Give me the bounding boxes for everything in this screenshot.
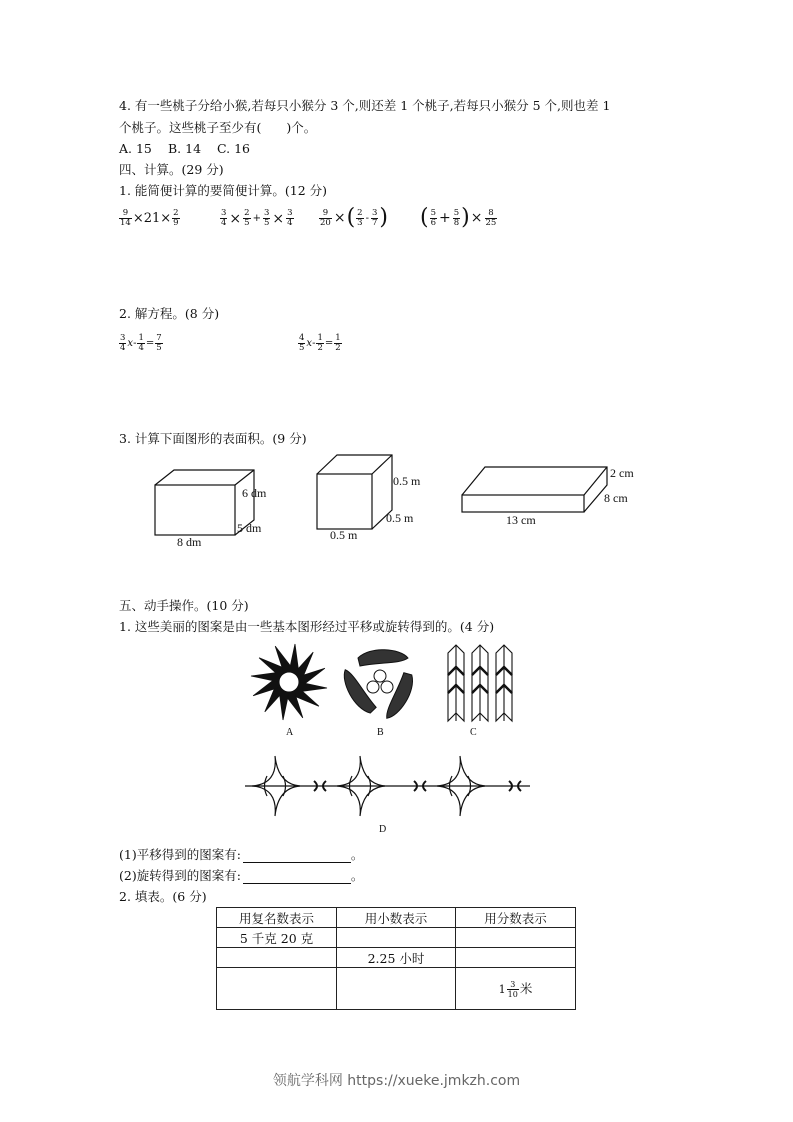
- q4-line2: 个桃子。这些桃子至少有( )个。: [119, 120, 317, 135]
- cell-r1c1: 5 千克 20 克: [217, 928, 337, 948]
- section4-title: 四、计算。(29 分): [119, 162, 224, 177]
- pattern-label-d: D: [379, 824, 387, 835]
- table-row: [217, 928, 576, 948]
- cuboid-1-length-label: 8 dm: [177, 535, 202, 549]
- table-header-row: [217, 908, 576, 928]
- cell-r3c2[interactable]: [337, 968, 456, 1010]
- pattern-q1-title: 1. 这些美丽的图案是由一些基本图形经过平移或旋转得到的。(4 分): [119, 619, 495, 634]
- footer-watermark: 领航学科网 https://xueke.jmkzh.com: [272, 1073, 521, 1089]
- cube-width-label: 0.5 m: [386, 511, 414, 525]
- calc-expr-1: $\frac{9}{14}$ ×21× $\frac{2}{9}$: [120, 208, 179, 228]
- calc-expr-4: ( $\frac{5}{6}$ + $\frac{5}{8}$ ) × $\frac{8}{25}$: [420, 205, 497, 230]
- cell-r3c3: 1 $\frac{3}{10}$ 米: [456, 968, 576, 1010]
- rotation-answer: (2)旋转得到的图案有: 。: [119, 868, 364, 883]
- table-row: [217, 948, 576, 968]
- cuboid-3-height-label: 2 cm: [610, 466, 634, 480]
- solid-figures: [140, 450, 660, 550]
- cell-r1c2[interactable]: [337, 928, 456, 948]
- cell-r2c2: 2.25 小时: [337, 948, 456, 968]
- pattern-c-translated-feathers: [448, 645, 512, 721]
- pattern-d-border: [245, 756, 530, 816]
- fill-table-q2-title: 2. 填表。(6 分): [119, 889, 207, 904]
- header-compound-unit: 用复名数表示: [217, 908, 337, 928]
- pattern-label-a: A: [286, 727, 294, 738]
- cuboid-3-length-label: 13 cm: [506, 513, 536, 527]
- transformation-patterns: [240, 640, 540, 840]
- surface-area-q3-title: 3. 计算下面图形的表面积。(9 分): [119, 431, 307, 446]
- cuboid-3-shape: [462, 467, 607, 512]
- translation-answer: (1)平移得到的图案有: 。: [119, 847, 364, 862]
- cuboid-1-height-label: 6 dm: [242, 486, 267, 500]
- q4-option-b: B. 14: [168, 141, 202, 156]
- rotation-blank[interactable]: [243, 871, 351, 884]
- calc-q1-title: 1. 能简便计算的要简便计算。(12 分): [119, 183, 328, 198]
- q4-option-a: A. 15: [119, 141, 152, 156]
- cell-r3c1[interactable]: [217, 968, 337, 1010]
- pattern-label-b: B: [377, 727, 384, 738]
- cell-r2c1[interactable]: [217, 948, 337, 968]
- header-decimal: 用小数表示: [337, 908, 456, 928]
- table-row: [217, 968, 576, 1010]
- cube-height-label: 0.5 m: [393, 474, 421, 488]
- equation-q2-title: 2. 解方程。(8 分): [119, 306, 220, 321]
- q4-option-c: C. 16: [217, 141, 250, 156]
- cell-r1c3[interactable]: [456, 928, 576, 948]
- conversion-table: [216, 907, 576, 1010]
- section5-title: 五、动手操作。(10 分): [119, 598, 249, 613]
- calc-expr-3: $\frac{9}{20}$ × ( $\frac{2}{3}$ - $\frac{3}{7}$ ): [320, 205, 388, 230]
- pattern-b-rotated-blobs: [338, 650, 419, 723]
- translation-blank[interactable]: [243, 850, 351, 863]
- cube-shape: [317, 455, 392, 529]
- cuboid-1-width-label: 5 dm: [237, 521, 262, 535]
- pattern-a-pinwheel: [251, 644, 327, 720]
- pattern-label-c: C: [470, 727, 477, 738]
- cell-r2c3[interactable]: [456, 948, 576, 968]
- equation-2: $\frac{4}{5}$ x - $\frac{1}{2}$ = $\frac{1}{2}$: [299, 333, 341, 353]
- calc-expr-2: $\frac{3}{4}$ × $\frac{2}{5}$ + $\frac{3}{5}$ × $\frac{3}{4}$: [221, 208, 293, 228]
- q4-line1: 4. 有一些桃子分给小猴,若每只小猴分 3 个,则还差 1 个桃子,若每只小猴分 5 个,则也差 1: [119, 98, 611, 113]
- cube-length-label: 0.5 m: [330, 528, 358, 542]
- header-fraction: 用分数表示: [456, 908, 576, 928]
- equation-1: $\frac{3}{4}$ x - $\frac{1}{4}$ = $\frac{7}{5}$: [120, 333, 162, 353]
- cuboid-3-width-label: 8 cm: [604, 491, 628, 505]
